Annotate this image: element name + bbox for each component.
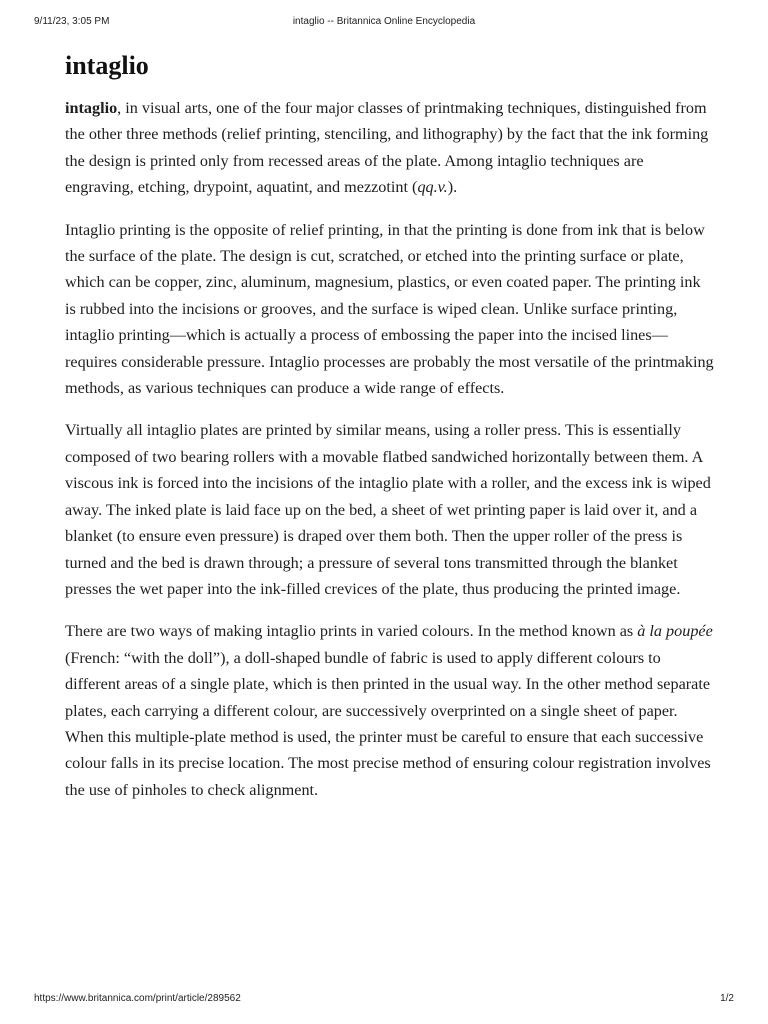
print-datetime: 9/11/23, 3:05 PM: [34, 16, 110, 27]
term-bold: intaglio: [65, 99, 118, 117]
paragraph-roller-press: Virtually all intaglio plates are printed by similar means, using a roller press. This is essentially composed of two bearing rollers with a movable flatbed sandwiched horizontally between them. A viscous ink is forced into the incisions of the intaglio plate with a roller, and the excess ink is wiped away. The inked plate is laid face up on the bed, a sheet of wet printing paper is laid over it, and a blanket (to ensure even pressure) is draped over them both. Then the upper roller of the press is turned and the bed is drawn through; a pressure of several tons transmitted through the blanket presses the wet paper into the ink-filled crevices of the plate, thus producing the printed image.: [65, 421, 711, 598]
colour-text-end: (French: “with the doll”), a doll-shaped bundle of fabric is used to apply different colours to different areas of a single plate, which is then printed in the usual way. In the other method separate plates, each carrying a different colour, are successively overprinted on a single sheet of paper. When this multiple-plate method is used, the printer must be careful to ensure that each successive colour falls in its precise location. The most precise method of ensuring colour registration involves the use of pinholes to check alignment.: [65, 648, 711, 799]
colour-text: There are two ways of making intaglio prints in varied colours. In the method known as: [65, 622, 638, 641]
print-header: [34, 16, 734, 30]
print-page-title: intaglio -- Britannica Online Encyclopedia: [292, 16, 476, 27]
intro-text: , in visual arts, one of the four major classes of printmaking techniques, distinguished from the other three methods (relief printing, stenciling, and lithography) by the fact that the ink forming the design is printed only from recessed areas of the plate. Among intaglio techniques are engraving, etching, drypoint, aquatint, and mezzotint (: [65, 99, 709, 197]
print-footer: [34, 993, 734, 1007]
a-la-poupee-term: à la poupée: [637, 622, 713, 641]
article-body: [65, 49, 715, 819]
article-title: intaglio: [65, 51, 149, 80]
print-url: https://www.britannica.com/print/article/289562: [34, 993, 241, 1004]
paragraph-relief-comparison: Intaglio printing is the opposite of relief printing, in that the printing is done from ink that is below the surface of the plate. The design is cut, scratched, or etched into the printing surface or plate, which can be copper, zinc, aluminum, magnesium, plastics, or even coated paper. The printing ink is rubbed into the incisions or grooves, and the surface is wiped clean. Unlike surface printing, intaglio printing—which is actually a process of embossing the paper into the incised lines—requires considerable pressure. Intaglio processes are probably the most versatile of the printmaking methods, as various techniques can produce a wide range of effects.: [65, 220, 714, 398]
cross-reference-link[interactable]: qq.v.: [417, 178, 448, 197]
intro-text-end: ).: [447, 178, 458, 197]
paragraph-colour-methods: [65, 618, 715, 803]
paragraph-intro: [65, 95, 715, 201]
page-number: 1/2: [720, 993, 734, 1004]
